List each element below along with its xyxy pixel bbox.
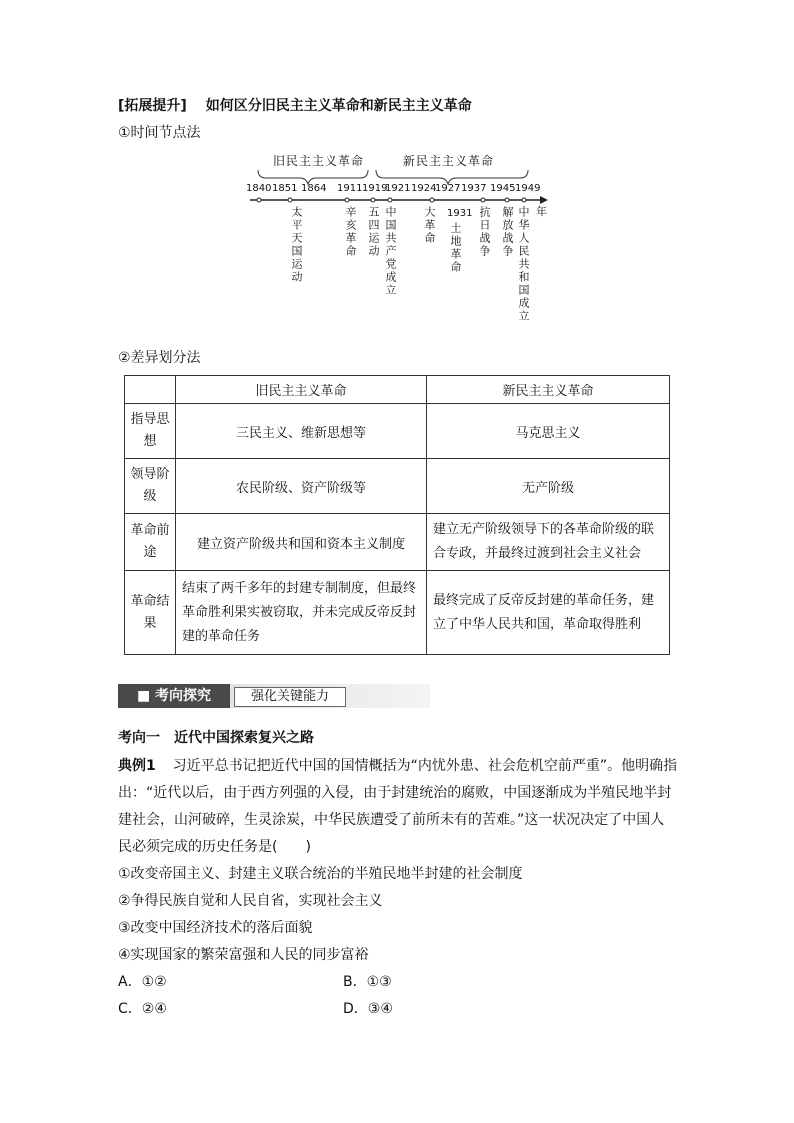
tick-1840	[257, 198, 261, 202]
expand-tag: [拓展提升]	[118, 98, 187, 114]
event-xinhai: 辛亥革命	[344, 206, 357, 258]
event-tudi-year: 1931	[447, 208, 473, 219]
topic-heading: 考向一 近代中国探索复兴之路	[118, 730, 314, 746]
year-1949: 1949	[515, 183, 541, 194]
method-time-label: ①时间节点法	[118, 125, 201, 141]
new-revolution-label: 新民主主义革命	[403, 154, 495, 168]
option-c[interactable]: C．②④	[118, 1001, 167, 1017]
tick-1927	[430, 198, 434, 202]
old-revolution-label: 旧民主主义革命	[273, 154, 365, 168]
table-header-old: 旧民主主义革命	[176, 376, 427, 404]
table-row	[125, 459, 670, 514]
event-prc: 中华人民共和国成立	[517, 206, 530, 323]
statement-item: ①改变帝国主义、封建主义联合统治的半殖民地半封建的社会制度	[118, 866, 523, 882]
row-label: 领导阶级	[125, 459, 176, 514]
option-b[interactable]: B．①③	[343, 974, 392, 990]
year-1911: 1911	[337, 183, 363, 194]
table-row	[125, 514, 670, 571]
example-text-1: 习近平总书记把近代中国的国情概括为“内忧外患、社会危机空前严重”。他明确指	[172, 758, 678, 774]
event-kangri: 抗日战争	[478, 206, 491, 258]
event-wusi: 五四运动	[367, 206, 380, 258]
row-new-cell: 马克思主义	[427, 404, 670, 459]
row-label: 革命结果	[125, 571, 176, 655]
tick-1851	[288, 198, 292, 202]
row-label: 指导思想	[125, 404, 176, 459]
year-1840: 1840	[246, 183, 272, 194]
year-1945: 1945	[490, 183, 516, 194]
row-new-cell: 建立无产阶级领导下的各革命阶级的联合专政，并最终过渡到社会主义社会	[427, 514, 670, 571]
option-a[interactable]: A．①②	[118, 974, 167, 990]
event-dageming: 大革命	[423, 206, 436, 245]
table-header-row	[125, 376, 670, 404]
table-corner-cell	[125, 376, 176, 404]
row-old-cell: 三民主义、维新思想等	[176, 404, 427, 459]
method-diff-label: ②差异划分法	[118, 350, 201, 366]
table-row	[125, 571, 670, 655]
example-text-2: 出：“近代以后，由于西方列强的入侵，由于封建统治的腐败，中国逐渐成为半殖民地半封	[118, 785, 672, 801]
option-d[interactable]: D．③④	[343, 1001, 393, 1017]
row-old-cell: 建立资产阶级共和国和资本主义制度	[176, 514, 427, 571]
year-1937: 1937	[461, 183, 487, 194]
year-1921: 1921	[385, 183, 411, 194]
banner-subtitle: 强化关键能力	[234, 687, 346, 707]
event-cpc: 中国共产党成立	[384, 206, 397, 297]
row-new-cell: 无产阶级	[427, 459, 670, 514]
year-1927: 1927	[435, 183, 461, 194]
row-old-cell: 农民阶级、资产阶级等	[176, 459, 427, 514]
expand-title: 如何区分旧民主主义革命和新民主主义革命	[205, 98, 472, 114]
tick-1949	[522, 198, 526, 202]
event-taiping: 太平天国运动	[290, 206, 303, 284]
row-old-cell: 结束了两千多年的封建专制制度，但最终革命胜利果实被窃取，并未完成反帝反封建的革命任务	[176, 571, 427, 655]
event-tudi: 土地革命	[449, 222, 462, 274]
expand-heading	[118, 96, 472, 116]
old-brace	[258, 170, 368, 184]
event-jiefang: 解放战争	[501, 206, 514, 258]
year-1924: 1924	[411, 183, 437, 194]
row-new-cell: 最终完成了反帝反封建的革命任务，建立了中华人民共和国，革命取得胜利	[427, 571, 670, 655]
year-1851: 1851	[272, 183, 298, 194]
year-1864: 1864	[301, 183, 327, 194]
tick-1919	[371, 198, 375, 202]
statement-item: ②争得民族自觉和人民自省，实现社会主义	[118, 893, 383, 909]
example-line-1	[118, 756, 677, 776]
tick-1945	[505, 198, 509, 202]
statement-item: ④实现国家的繁荣富强和人民的同步富裕	[118, 947, 369, 963]
new-brace	[376, 170, 528, 184]
year-1919: 1919	[362, 183, 388, 194]
example-text-4: 民必须完成的历史任务是( )	[118, 839, 311, 855]
row-label: 革命前途	[125, 514, 176, 571]
tick-1921	[388, 198, 392, 202]
tick-1911	[345, 198, 349, 202]
axis-unit-label: 年	[536, 205, 547, 218]
example-label: 典例1	[118, 758, 156, 774]
tick-1937	[481, 198, 485, 202]
example-text-3: 建社会，山河破碎，生灵涂炭，中华民族遭受了前所未有的苦难。”这一状况决定了中国人	[118, 812, 665, 828]
table-row	[125, 404, 670, 459]
statement-item: ③改变中国经济技术的落后面貌	[118, 920, 313, 936]
table-header-new: 新民主主义革命	[427, 376, 670, 404]
comparison-table	[124, 375, 670, 655]
banner-title: ■ 考向探究	[118, 684, 230, 708]
